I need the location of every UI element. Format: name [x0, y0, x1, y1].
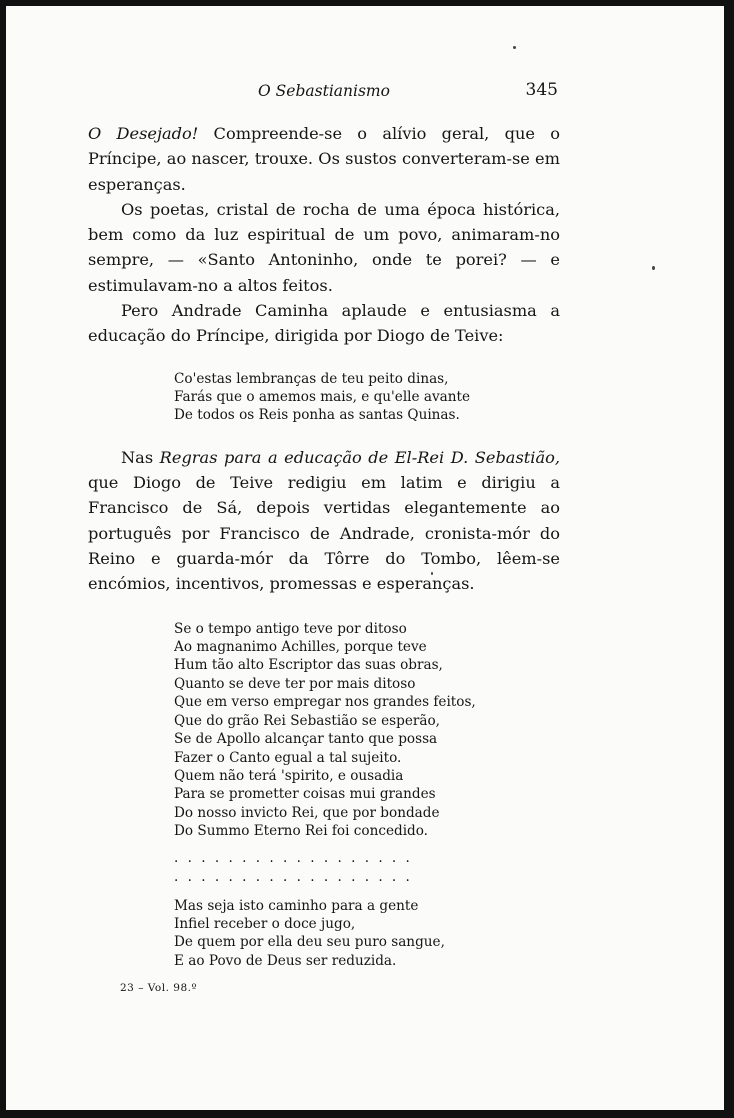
chapter-title: O Sebastianismo — [258, 82, 390, 100]
verse-line: Do Summo Eterno Rei foi concedido. — [174, 823, 429, 840]
italic-regras-title: Regras para a educação de El-Rei D. Sebastião, — [159, 447, 560, 467]
verse-caminha — [88, 370, 560, 425]
verse-line: De quem por ella deu seu puro sangue, — [174, 934, 445, 951]
paragraph-regras — [88, 445, 560, 597]
ellipsis-row: .................. — [174, 868, 420, 885]
book-page — [88, 78, 560, 994]
verse-line: Do nosso invicto Rei, que por bondade — [174, 804, 440, 821]
page-number: 345 — [525, 80, 558, 100]
paragraph-desejado — [88, 121, 560, 197]
paragraph-caminha: Pero Andrade Caminha aplaude e entusiasma a educação do Príncipe, dirigida por Diogo de Teive: — [88, 301, 560, 346]
verse-teive-end — [88, 897, 560, 971]
paragraph-regras-after: que Diogo de Teive redigiu em latim e dirigiu a Francisco de Sá, depois vertidas elegantemente ao português por Francisco de Andrade, cronista-mór do Reino e guarda-mór da Tôrre do Tombo, lêem-se encómios, incentivos, promessas e esperanças. — [88, 473, 560, 594]
verse-line: Farás que o amemos mais, e qu'elle avante — [174, 389, 471, 406]
prose-block-2 — [88, 445, 560, 597]
ellipsis-rows — [88, 849, 560, 887]
paragraph-regras-before: Nas — [121, 447, 160, 467]
verse-line: Hum tão alto Escriptor das suas obras, — [174, 657, 443, 674]
verse-line: Infiel receber o doce jugo, — [174, 915, 356, 932]
ellipsis-row: .................. — [174, 849, 420, 866]
prose-block-1 — [88, 121, 560, 349]
verse-line: Quem não terá 'spirito, e ousadia — [174, 767, 404, 784]
paragraph-poetas: Os poetas, cristal de rocha de uma época histórica, bem como da luz espiritual de um povo, animaram-no sempre, — «Santo Antoninho, onde te porei? — e estimulavam-no a altos feitos. — [88, 199, 560, 295]
verse-line: De todos os Reis ponha as santas Quinas. — [174, 407, 460, 424]
verse-line: Co'estas lembranças de teu peito dinas, — [174, 370, 449, 387]
paragraph-desejado-text: Compreende-se o alívio geral, que o Príncipe, ao nascer, trouxe. Os sustos converteram-se em esperanças. — [88, 124, 560, 194]
verse-teive — [88, 620, 560, 841]
italic-desejado: O Desejado! — [88, 124, 199, 143]
running-head — [88, 78, 560, 106]
verse-line: Ao magnanimo Achilles, porque teve — [174, 639, 427, 656]
verse-line: Mas seja isto caminho para a gente — [174, 897, 419, 914]
printer-signature: 23 – Vol. 98.º — [120, 982, 197, 995]
verse-line: Para se prometter coisas mui grandes — [174, 786, 436, 803]
verse-line: Quanto se deve ter por mais ditoso — [174, 675, 416, 692]
verse-line: Se de Apollo alcançar tanto que possa — [174, 731, 438, 748]
verse-line: Se o tempo antigo teve por ditoso — [174, 620, 407, 637]
verse-line: Fazer o Canto egual a tal sujeito. — [174, 749, 402, 766]
verse-line: Que do grão Rei Sebastião se esperão, — [174, 712, 441, 729]
verse-line: E ao Povo de Deus ser reduzida. — [174, 952, 397, 969]
verse-line: Que em verso empregar nos grandes feitos, — [174, 694, 476, 711]
